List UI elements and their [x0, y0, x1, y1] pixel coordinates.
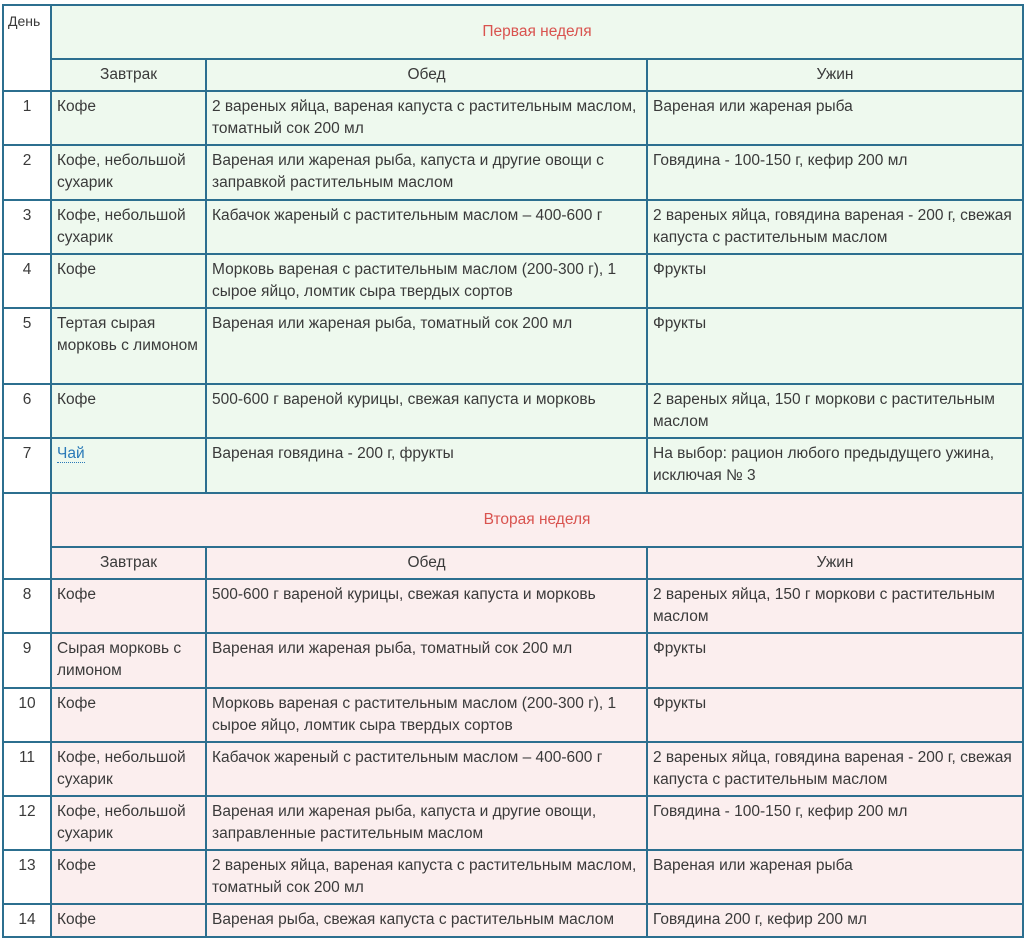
- day-number: 5: [3, 308, 51, 384]
- table-row: [3, 850, 1023, 904]
- dinner-cell: Фрукты: [647, 308, 1023, 384]
- table-row: [3, 438, 1023, 493]
- lunch-header: Обед: [206, 59, 647, 91]
- lunch-header: Обед: [206, 547, 647, 579]
- lunch-cell: 2 вареных яйца, вареная капуста с растительным маслом, томатный сок 200 мл: [206, 91, 647, 145]
- lunch-cell: Вареная или жареная рыба, капуста и другие овощи с заправкой растительным маслом: [206, 145, 647, 200]
- breakfast-cell: Кофе: [51, 579, 206, 633]
- table-row: [3, 200, 1023, 254]
- breakfast-cell: Кофе, небольшой сухарик: [51, 796, 206, 850]
- breakfast-cell: Кофе: [51, 850, 206, 904]
- table-row: [3, 308, 1023, 384]
- table-row: [3, 91, 1023, 145]
- dinner-cell: 2 вареных яйца, 150 г моркови с растительным маслом: [647, 579, 1023, 633]
- lunch-cell: Кабачок жареный с растительным маслом – 400-600 г: [206, 742, 647, 796]
- breakfast-cell: Тертая сырая морковь с лимоном: [51, 308, 206, 384]
- dinner-cell: Вареная или жареная рыба: [647, 850, 1023, 904]
- lunch-cell: 500-600 г вареной курицы, свежая капуста и морковь: [206, 384, 647, 438]
- table-row: [3, 742, 1023, 796]
- table-row: [3, 254, 1023, 308]
- dinner-header: Ужин: [647, 59, 1023, 91]
- day-number: 11: [3, 742, 51, 796]
- lunch-cell: Вареная или жареная рыба, томатный сок 200 мл: [206, 633, 647, 688]
- day-number: 6: [3, 384, 51, 438]
- diet-table: [2, 4, 1024, 938]
- dinner-cell: 2 вареных яйца, 150 г моркови с растительным маслом: [647, 384, 1023, 438]
- week2-title-row: [3, 493, 1023, 547]
- breakfast-cell: [51, 438, 206, 493]
- day-number: 13: [3, 850, 51, 904]
- breakfast-header: Завтрак: [51, 59, 206, 91]
- dinner-cell: Говядина - 100-150 г, кефир 200 мл: [647, 145, 1023, 200]
- day-number: 10: [3, 688, 51, 742]
- dinner-cell: Говядина 200 г, кефир 200 мл: [647, 904, 1023, 937]
- day-number: 1: [3, 91, 51, 145]
- day-column-header: День: [3, 5, 51, 91]
- day-number: 7: [3, 438, 51, 493]
- dinner-cell: Фрукты: [647, 254, 1023, 308]
- table-row: [3, 145, 1023, 200]
- breakfast-cell: Кофе, небольшой сухарик: [51, 145, 206, 200]
- dinner-cell: Фрукты: [647, 633, 1023, 688]
- lunch-cell: 2 вареных яйца, вареная капуста с растительным маслом, томатный сок 200 мл: [206, 850, 647, 904]
- breakfast-cell: Кофе, небольшой сухарик: [51, 742, 206, 796]
- table-row: [3, 796, 1023, 850]
- dinner-header: Ужин: [647, 547, 1023, 579]
- dinner-cell: Фрукты: [647, 688, 1023, 742]
- day-number: 4: [3, 254, 51, 308]
- day-header-blank: [3, 493, 51, 579]
- lunch-cell: Кабачок жареный с растительным маслом – 400-600 г: [206, 200, 647, 254]
- lunch-cell: Морковь вареная с растительным маслом (200-300 г), 1 сырое яйцо, ломтик сыра твердых сортов: [206, 254, 647, 308]
- dinner-cell: 2 вареных яйца, говядина вареная - 200 г, свежая капуста с растительным маслом: [647, 200, 1023, 254]
- lunch-cell: Морковь вареная с растительным маслом (200-300 г), 1 сырое яйцо, ломтик сыра твердых сортов: [206, 688, 647, 742]
- table-row: [3, 633, 1023, 688]
- day-number: 3: [3, 200, 51, 254]
- breakfast-cell: Кофе: [51, 91, 206, 145]
- breakfast-cell: Кофе: [51, 904, 206, 937]
- week2-header-row: [3, 547, 1023, 579]
- tea-link[interactable]: Чай: [57, 445, 85, 462]
- lunch-cell: 500-600 г вареной курицы, свежая капуста и морковь: [206, 579, 647, 633]
- lunch-cell: Вареная или жареная рыба, капуста и другие овощи, заправленные растительным маслом: [206, 796, 647, 850]
- table-row: [3, 904, 1023, 937]
- dinner-cell: На выбор: рацион любого предыдущего ужина, исключая № 3: [647, 438, 1023, 493]
- table-row: [3, 688, 1023, 742]
- day-number: 9: [3, 633, 51, 688]
- week1-title-row: [3, 5, 1023, 59]
- breakfast-cell: Кофе: [51, 254, 206, 308]
- breakfast-cell: Кофе: [51, 384, 206, 438]
- breakfast-cell: Сырая морковь с лимоном: [51, 633, 206, 688]
- dinner-cell: 2 вареных яйца, говядина вареная - 200 г, свежая капуста с растительным маслом: [647, 742, 1023, 796]
- breakfast-cell: Кофе, небольшой сухарик: [51, 200, 206, 254]
- day-number: 14: [3, 904, 51, 937]
- day-number: 12: [3, 796, 51, 850]
- week2-title: Вторая неделя: [51, 493, 1023, 547]
- breakfast-cell: Кофе: [51, 688, 206, 742]
- day-number: 2: [3, 145, 51, 200]
- lunch-cell: Вареная или жареная рыба, томатный сок 200 мл: [206, 308, 647, 384]
- dinner-cell: Вареная или жареная рыба: [647, 91, 1023, 145]
- table-row: [3, 579, 1023, 633]
- lunch-cell: Вареная рыба, свежая капуста с растительным маслом: [206, 904, 647, 937]
- table-row: [3, 384, 1023, 438]
- day-number: 8: [3, 579, 51, 633]
- dinner-cell: Говядина - 100-150 г, кефир 200 мл: [647, 796, 1023, 850]
- lunch-cell: Вареная говядина - 200 г, фрукты: [206, 438, 647, 493]
- week1-header-row: [3, 59, 1023, 91]
- breakfast-header: Завтрак: [51, 547, 206, 579]
- week1-title: Первая неделя: [51, 5, 1023, 59]
